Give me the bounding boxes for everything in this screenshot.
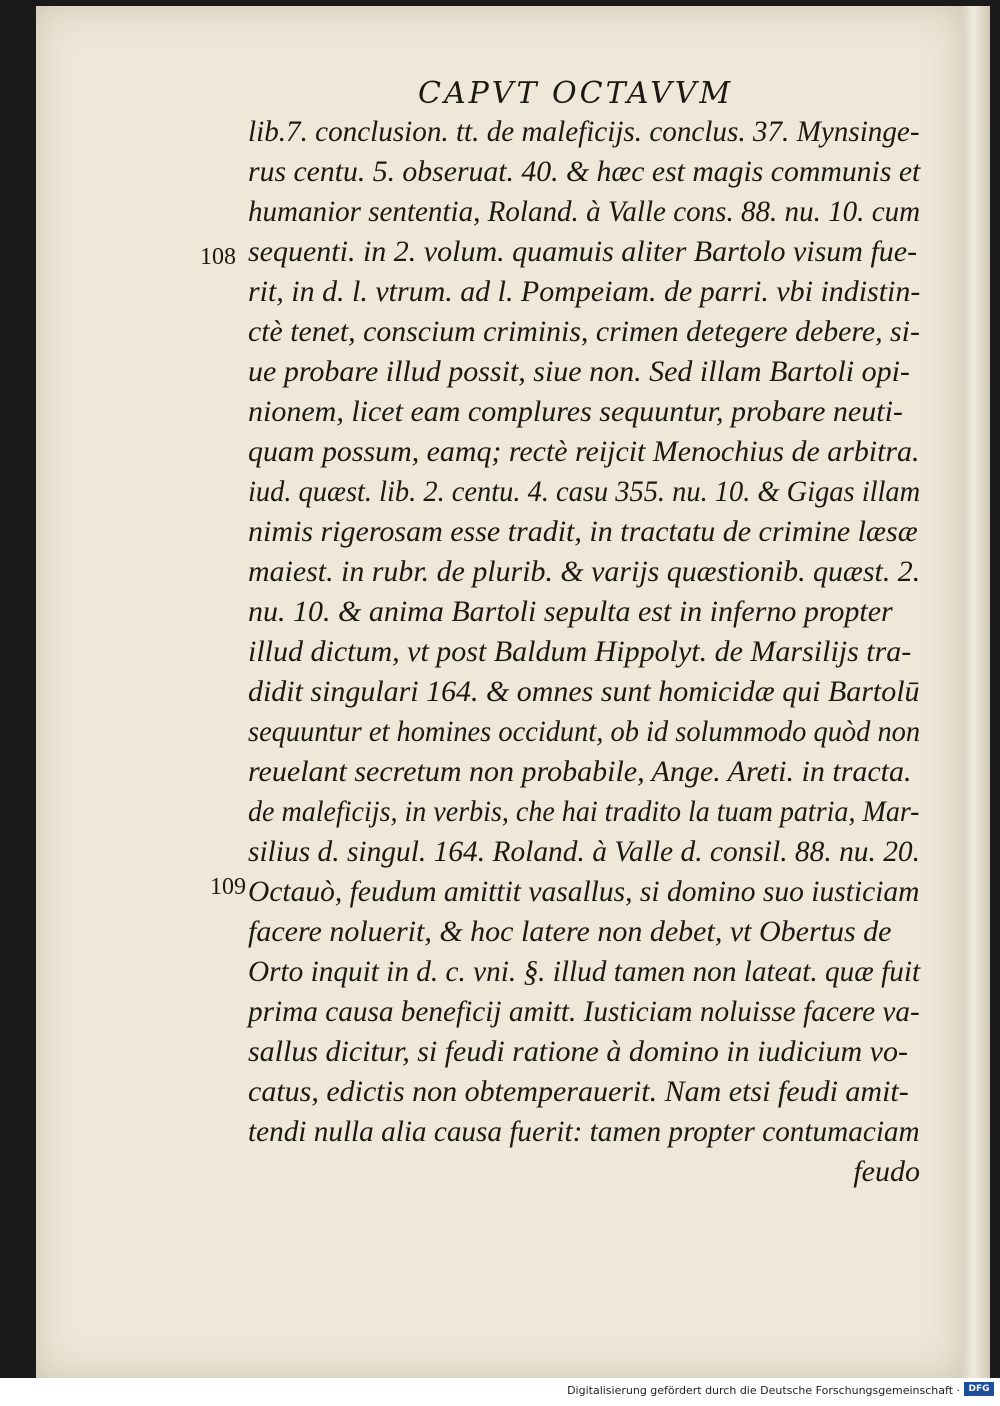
text-line: didit singulari 164. & omnes sunt homicidæ qui Bartolū [248,675,920,708]
catchword: feudo [853,1155,920,1188]
text-line: sequuntur et homines occidunt, ob id solummodo quòd non [248,715,921,748]
text-line: ctè tenet, conscium criminis, crimen detegere debere, si- [248,315,920,348]
text-line: Octauò, feudum amittit vasallus, si domino suo iusticiam [248,875,920,908]
text-line: Orto inquit in d. c. vni. §. illud tamen non lateat. quæ fuit [248,955,921,988]
text-line: rit, in d. l. vtrum. ad l. Pompeiam. de parri. vbi indistin- [248,275,921,308]
text-line: nu. 10. & anima Bartoli sepulta est in inferno propter [248,595,893,628]
text-line: maiest. in rubr. de plurib. & varijs quæstionib. quæst. 2. [248,555,921,588]
text-line: iud. quæst. lib. 2. centu. 4. casu 355. nu. 10. & Gigas illam [248,475,921,508]
text-line: silius d. singul. 164. Roland. à Valle d. consil. 88. nu. 20. [248,835,921,868]
text-line: sequenti. in 2. volum. quamuis aliter Bartolo visum fue- [248,235,918,268]
text-line: illud dictum, vt post Baldum Hippolyt. de Marsilijs tra- [248,635,912,668]
text-line: reuelant secretum non probabile, Ange. Areti. in tracta. [248,755,912,788]
text-line: nionem, licet eam complures sequuntur, probare neuti- [248,395,903,428]
footer-bar [0,1378,1000,1406]
marginal-number-108: 108 [200,244,236,270]
running-header: CAPVT OCTAVVM [418,76,734,111]
text-line: humanior sententia, Roland. à Valle cons. 88. nu. 10. cum [248,195,921,228]
text-line: prima causa beneficij amitt. Iusticiam noluisse facere va- [248,995,920,1028]
text-line: facere noluerit, & hoc latere non debet, vt Obertus de [248,915,892,948]
dfg-logo[interactable]: DFG [964,1382,994,1396]
text-line: catus, edictis non obtemperauerit. Nam etsi feudi amit- [248,1075,909,1108]
page-edge [962,6,990,1378]
marginal-number-109: 109 [210,874,246,900]
text-line: rus centu. 5. obseruat. 40. & hæc est magis communis et [248,155,921,188]
text-line: de maleficijs, in verbis, che hai tradito la tuam patria, Mar- [248,795,920,828]
text-line: tendi nulla alia causa fuerit: tamen propter contumaciam [248,1115,920,1148]
funding-notice: Digitalisierung gefördert durch die Deutsche Forschungsgemeinschaft · [567,1384,960,1397]
text-line: quam possum, eamq; rectè reijcit Menochius de arbitra. [248,435,920,468]
text-line: sallus dicitur, si feudi ratione à domino in iudicium vo- [248,1035,908,1068]
text-line: lib.7. conclusion. tt. de maleficijs. conclus. 37. Mynsinge- [248,115,920,148]
text-line: ue probare illud possit, siue non. Sed illam Bartoli opi- [248,355,910,388]
text-line: nimis rigerosam esse tradit, in tractatu de crimine læsæ [248,515,918,548]
